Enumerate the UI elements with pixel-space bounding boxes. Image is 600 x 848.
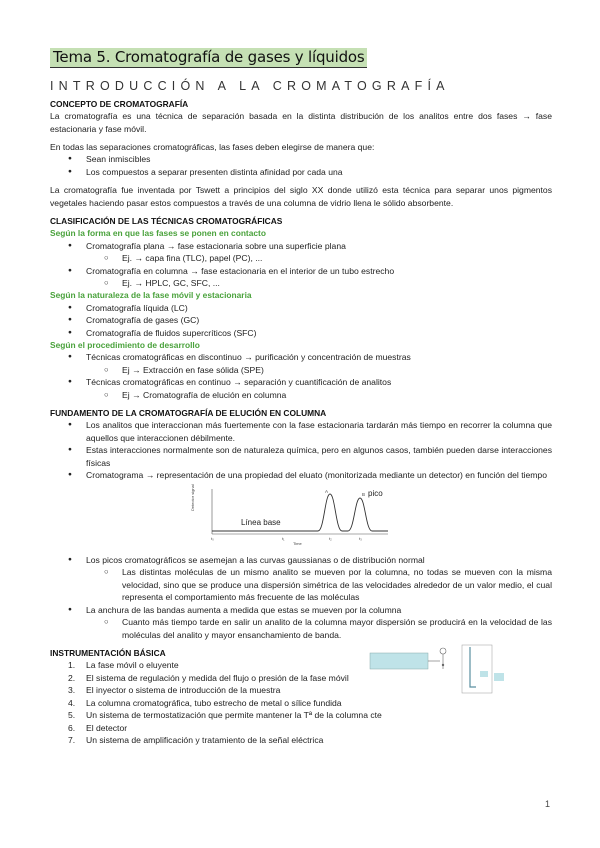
list-item: ○ Ej → Extracción en fase sólida (SPE) [104,364,552,376]
list-item: ○ Ej. → HPLC, GC, SFC, ... [104,277,552,289]
sub-list [104,277,552,289]
list-item: ● Técnicas cromatográficas en continuo → separación y cuantificación de analitos ○ Ej → Cromatografía de elución en columna [68,376,552,401]
list-item: ● Cromatografía de fluidos supercríticos (SFC) [68,327,552,339]
sub-list [104,252,552,264]
tick-label: t₀ [211,536,214,542]
chromatogram-trace [212,494,388,531]
list-item: ● Sean inmiscibles [68,153,552,165]
subheading-green: Según la forma en que las fases se ponen en contacto [50,228,266,239]
paragraph: La cromatografía es una técnica de separación basada en la distinta distribución de los analitos entre dos fases → fase estacionaria y fase móvil. [50,111,552,134]
tick-label: t₃ [359,536,362,542]
chromatogram-xlabel: Time [293,541,302,547]
list-item: ○ Ej. → capa fina (TLC), papel (PC), ... [104,252,552,264]
list-item: ● Cromatografía plana → fase estacionaria sobre una superficie plana ○ Ej. → capa fina (TLC), papel (PC), ... [68,240,552,265]
list-item: ● La anchura de las bandas aumenta a medida que estas se mueven por la columna ○ Cuanto más tiempo tarde en salir un analito de la columna mayor dispersión se producirá en la velocidad de las moléculas del analito y mayor ensanchamiento de banda. [68,604,552,641]
diagram-column [470,647,476,687]
list-item: ● Estas interacciones normalmente son de naturaleza química, pero en algunos casos, también pueden darse interacciones físicas [68,444,552,469]
bullet-list [68,153,552,178]
list-item: 6. El detector [68,722,128,733]
list-item: 5. Un sistema de termostatización que permite mantener la Tª de la columna cte [68,710,382,721]
heading-fundamento: FUNDAMENTO DE LA CROMATOGRAFÍA DE ELUCIÓN EN COLUMNA [50,407,327,418]
list-item: 7. Un sistema de amplificación y tratamiento de la señal eléctrica [68,734,324,745]
list-item: ● Los compuestos a separar presenten distinta afinidad por cada una [68,166,552,178]
diagram-detector [480,671,488,677]
list-item: ● Los picos cromatográficos se asemejan a las curvas gaussianas o de distribución normal ○ Las distintas moléculas de un mismo analito se mueven por la columna, no todas se mueven con la misma velocidad, sino que se produce una dispersión simétrica de las velocidades alrededor de un valor medio, el cual representa el comportamiento más frecuente de las moléculas [68,554,552,604]
subheading-green: Según la naturaleza de la fase móvil y estacionaria [50,290,252,301]
diagram-injector [440,648,446,654]
numbered-list [68,659,403,746]
paragraph: En todas las separaciones cromatográficas, las fases deben elegirse de manera que: [50,141,375,152]
peak-a-label: A [325,489,329,495]
list-item: 3. El inyector o sistema de introducción de la muestra [68,685,281,696]
diagram-reservoir [370,653,428,669]
bullet-list [68,240,552,290]
list-item: ● Técnicas cromatográficas en discontinuo → purificación y concentración de muestras ○ Ej → Extracción en fase sólida (SPE) [68,351,552,376]
bullet-list [68,554,552,641]
list-item: ○ Ej → Cromatografía de elución en columna [104,389,552,401]
peak-label: pico [368,489,383,499]
list-item: ● Cromatografía de gases (GC) [68,314,552,326]
list-item: ○ Cuanto más tiempo tarde en salir un analito de la columna mayor dispersión se producirá en la velocidad de las moléculas del analito y mayor ensanchamiento de banda. [104,616,552,641]
bullet-list [68,302,552,339]
diagram-oven [462,645,492,693]
bullet-list [68,351,552,401]
page-number: 1 [544,799,550,809]
list-item: 1. La fase móvil o eluyente [68,660,179,671]
chromatogram-ylabel: Detector signal [190,484,195,512]
diagram-recorder [494,673,504,681]
sub-list [104,389,552,401]
peak-b-label: B [362,492,366,498]
bullet-list [68,419,552,481]
document-page [50,48,552,746]
heading-clasificacion: CLASIFICACIÓN DE LAS TÉCNICAS CROMATOGRÁFICAS [50,216,283,227]
baseline-label: Línea base [241,518,281,528]
paragraph: La cromatografía fue inventada por Tswett a principios del siglo XX donde utilizó esta técnica para separar unos pigmentos vegetales haciendo pasar estos compuestos a través de una columna de vidrio llena le sólido absorbente. [50,185,552,208]
sub-list [104,616,552,641]
list-item: ● Cromatografía en columna → fase estacionaria en el interior de un tubo estrecho ○ Ej. → HPLC, GC, SFC, ... [68,265,552,290]
sub-list [104,566,552,603]
heading-concepto: CONCEPTO DE CROMATOGRAFÍA [50,98,189,109]
list-item: ○ Las distintas moléculas de un mismo analito se mueven por la columna, no todas se mueven con la misma velocidad, sino que se produce una dispersión simétrica de las velocidades alrededor de un valor medio, el cual representa el comportamiento más frecuente de las moléculas [104,566,552,603]
heading-instrumentacion: INSTRUMENTACIÓN BÁSICA [50,648,166,659]
sub-list [104,364,552,376]
instrument-diagram [370,643,505,695]
list-item: ● Los analitos que interaccionan más fuertemente con la fase estacionaria tardarán más tiempo en recorrer la columna que aquellos que interaccionen débilmente. [68,419,552,444]
chromatogram-figure [190,484,398,547]
section-title: INTRODUCCIÓN A LA CROMATOGRAFÍA [50,78,450,93]
list-item: 4. La columna cromatográfica, tubo estrecho de metal o sílice fundida [68,697,342,708]
list-item: ● Cromatografía líquida (LC) [68,302,552,314]
tick-label: t₂ [329,536,332,542]
page-title: Tema 5. Cromatografía de gases y líquidos [50,48,367,68]
tick-label: t₁ [282,536,285,542]
subheading-green: Según el procedimiento de desarrollo [50,339,200,350]
list-item: 2. El sistema de regulación y medida del flujo o presión de la fase móvil [68,672,349,683]
list-item: ● Cromatograma → representación de una propiedad del eluato (monitorizada mediante un detector) en función del tiempo [68,469,552,481]
